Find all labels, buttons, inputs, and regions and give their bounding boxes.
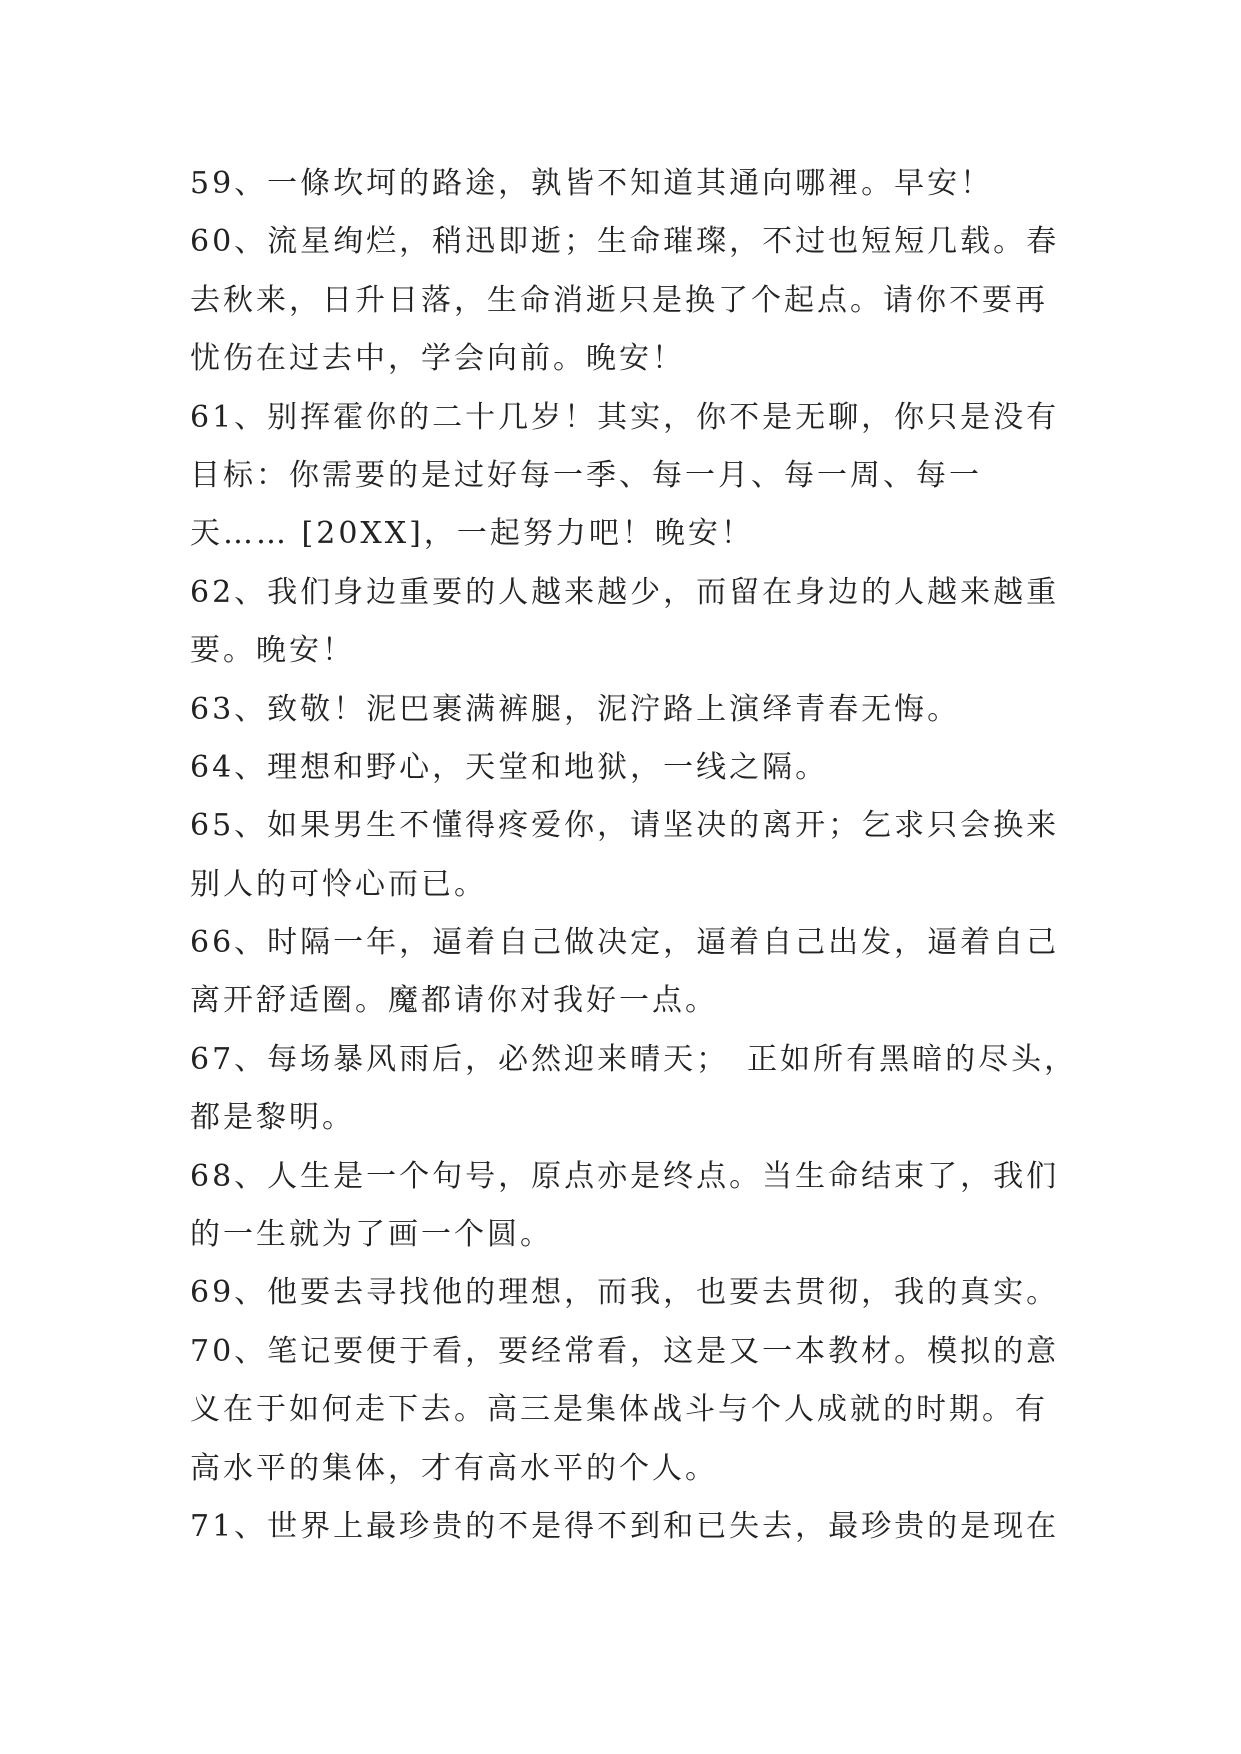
text-line: 68、人生是一个句号，原点亦是终点。当生命结束了，我们 [190,1158,1060,1194]
text-line: 去秋来，日升日落，生命消逝只是换了个起点。请你不要再 [190,282,1048,318]
text-line: 64、理想和野心，天堂和地狱，一线之隔。 [190,749,829,785]
text-line: 61、别挥霍你的二十几岁！其实，你不是无聊，你只是没有 [190,399,1060,435]
text-line: 离开舒适圈。魔都请你对我好一点。 [190,983,718,1019]
text-line: 要。晚安！ [190,633,355,669]
text-line: 都是黎明。 [190,1100,355,1136]
text-line: 59、一條坎坷的路途，孰皆不知道其通向哪裡。早安！ [190,166,994,201]
text-line: 的一生就为了画一个圆。 [190,1217,553,1253]
text-line: 67、每场暴风雨后，必然迎来晴天； 正如所有黑暗的尽头， [190,1041,1078,1077]
text-line: 忧伤在过去中，学会向前。晚安！ [190,341,685,377]
text-line: 高水平的集体，才有高水平的个人。 [190,1450,718,1486]
text-line: 63、致敬！泥巴裹满裤腿，泥泞路上演绎青春无悔。 [190,691,961,727]
text-line: 目标：你需要的是过好每一季、每一月、每一周、每一 [190,457,982,493]
text-line: 别人的可怜心而已。 [190,866,487,902]
text-line: 义在于如何走下去。高三是集体战斗与个人成就的时期。有 [190,1392,1048,1428]
text-line: 62、我们身边重要的人越来越少，而留在身边的人越来越重 [190,574,1060,610]
text-line: 66、时隔一年，逼着自己做决定，逼着自己出发，逼着自己 [190,925,1060,961]
text-line: 70、笔记要便于看，要经常看，这是又一本教材。模拟的意 [190,1333,1060,1369]
body-text [190,155,1090,1556]
text-line: 65、如果男生不懂得疼爱你，请坚决的离开；乞求只会换来 [190,808,1060,844]
text-line: 69、他要去寻找他的理想，而我，也要去贯彻，我的真实。 [190,1275,1060,1311]
text-line: 天…… [20XX]，一起努力吧！晚安！ [190,516,754,552]
text-line: 71、世界上最珍贵的不是得不到和已失去，最珍贵的是现在 [190,1508,1060,1544]
text-line: 60、流星绚烂，稍迅即逝；生命璀璨，不过也短短几载。春 [190,224,1060,260]
